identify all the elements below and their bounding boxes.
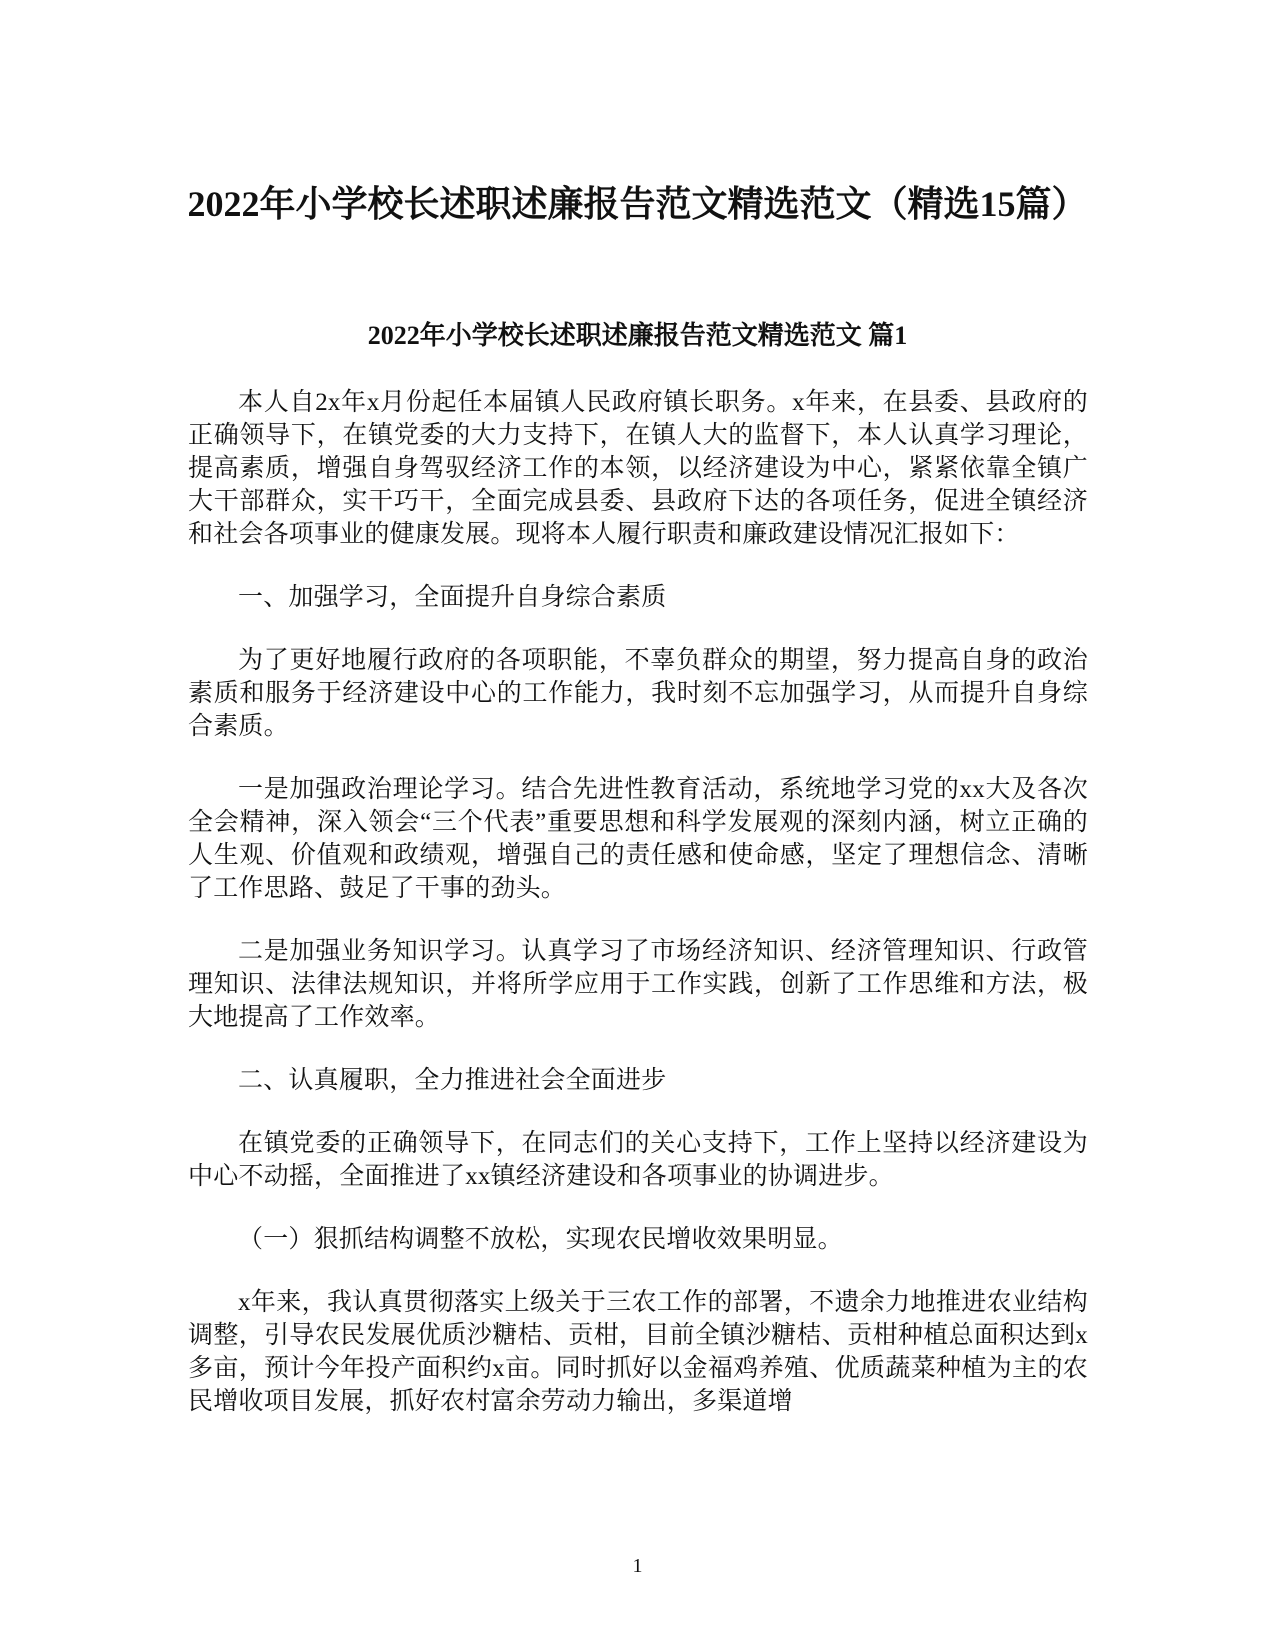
page-number: 1 bbox=[632, 1555, 643, 1577]
paragraph: x年来，我认真贯彻落实上级关于三农工作的部署，不遗余力地推进农业结构调整，引导农民发展优质沙糖桔、贡柑，目前全镇沙糖桔、贡柑种植总面积达到x多亩，预计今年投产面积约x亩。同时抓好以金福鸡养殖、优质蔬菜种植为主的农民增收项目发展，抓好农村富余劳动力输出，多渠道增 bbox=[188, 1289, 1088, 1415]
section-heading: 2022年小学校长述职述廉报告范文精选范文 篇1 bbox=[367, 321, 908, 350]
paragraph: 二是加强业务知识学习。认真学习了市场经济知识、经济管理知识、行政管理知识、法律法规知识，并将所学应用于工作实践，创新了工作思维和方法，极大地提高了工作效率。 bbox=[188, 938, 1088, 1031]
heading-section-1: 一、加强学习，全面提升自身综合素质 bbox=[238, 584, 667, 611]
document-body bbox=[188, 386, 1088, 1448]
paragraph: 为了更好地履行政府的各项职能，不辜负群众的期望，努力提高自身的政治素质和服务于经济建设中心的工作能力，我时刻不忘加强学习，从而提升自身综合素质。 bbox=[188, 647, 1088, 740]
paragraph: 一是加强政治理论学习。结合先进性教育活动，系统地学习党的xx大及各次全会精神，深入领会“三个代表”重要思想和科学发展观的深刻内涵，树立正确的人生观、价值观和政绩观，增强自己的责任感和使命感，坚定了理想信念、清晰了工作思路、鼓足了干事的劲头。 bbox=[188, 776, 1088, 902]
paragraph-intro: 本人自2x年x月份起任本届镇人民政府镇长职务。x年来，在县委、县政府的正确领导下，在镇党委的大力支持下，在镇人大的监督下，本人认真学习理论，提高素质，增强自身驾驭经济工作的本领，以经济建设为中心，紧紧依靠全镇广大干部群众，实干巧干，全面完成县委、县政府下达的各项任务，促进全镇经济和社会各项事业的健康发展。现将本人履行职责和廉政建设情况汇报如下： bbox=[188, 389, 1088, 548]
heading-subsection-1: （一）狠抓结构调整不放松，实现农民增收效果明显。 bbox=[238, 1226, 843, 1253]
document-title: 2022年小学校长述职述廉报告范文精选范文（精选15篇） bbox=[187, 184, 1088, 224]
heading-section-2: 二、认真履职，全力推进社会全面进步 bbox=[238, 1067, 667, 1094]
paragraph: 在镇党委的正确领导下，在同志们的关心支持下，工作上坚持以经济建设为中心不动摇，全面推进了xx镇经济建设和各项事业的协调进步。 bbox=[188, 1130, 1088, 1190]
